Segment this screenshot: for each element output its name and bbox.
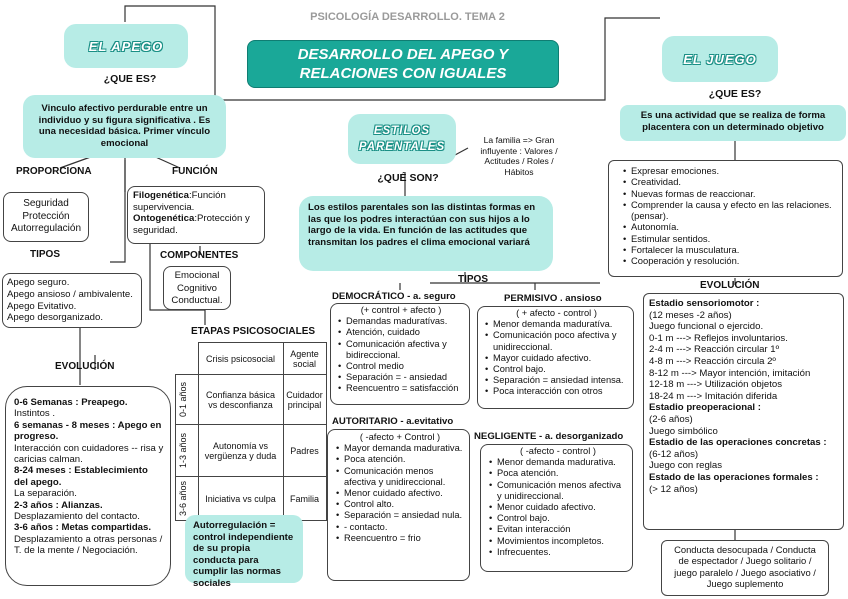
negligente-item: • Menor cuidado afectivo.	[497, 502, 628, 513]
democratico-box	[330, 303, 470, 405]
estadio-line: (6-12 años)	[649, 448, 699, 460]
evolucion-stage-text: La separación.	[14, 488, 77, 500]
etapas-table-wrap	[175, 342, 327, 521]
etapas-crisis-cell: Iniciativa vs culpa	[198, 477, 283, 521]
evolucion-stage-title: 3-6 años : Metas compartidas.	[14, 522, 152, 534]
autoritario-item: • Comunicación menos afectiva y unidireccional.	[344, 466, 465, 488]
etapas-age: 0-1 años	[178, 381, 188, 418]
proporciona-item: Seguridad	[23, 198, 69, 209]
filogenetica-term: Filogenética	[133, 190, 189, 201]
autoritario-title: AUTORITARIO - a.evitativo	[332, 416, 454, 427]
permisivo-title: PERMISIVO . ansioso	[504, 293, 602, 304]
page-title: PSICOLOGÍA DESARROLLO. TEMA 2	[310, 11, 505, 23]
permisivo-item: • Menor demanda maduratíva.	[493, 319, 629, 330]
ontogenetica-text: :Protección y seguridad.	[133, 213, 250, 236]
evolucion-apego-box	[5, 386, 171, 586]
negligente-item: • Comunicación menos afectiva y unidireccional.	[497, 480, 628, 502]
juego-funcion-item: • Cooperación y resolución.	[631, 255, 838, 266]
estadio-line: 4-8 m ---> Reacción circula 2º	[649, 355, 776, 367]
negligente-item: • Infrecuentes.	[497, 547, 628, 558]
conducta-box: Conducta desocupada / Conducta de espectador / Juego solitario / juego paralelo / Juego asociativo / Juego suplemento	[661, 540, 829, 596]
etapas-agent-cell: Familia	[283, 477, 326, 521]
etapas-label: ETAPAS PSICOSOCIALES	[191, 326, 316, 337]
permisivo-item: • Separación = ansiedad intensa.	[493, 375, 629, 386]
etapas-age: 3-6 años	[178, 480, 188, 517]
evolucion-stage-text: Desplazamiento a otras personas / T. de la mente / Negociación.	[14, 533, 163, 557]
autoritario-item: • Reencuentro = frio	[344, 533, 465, 544]
juego-header: EL JUEGO	[662, 36, 778, 82]
autoritario-item: • - contacto.	[344, 522, 465, 533]
autorregulacion-box: Autorregulación = control independiente de su propia conducta para cumplir las normas sociales	[185, 515, 303, 583]
etapas-age-cell	[176, 375, 199, 425]
estadio-line: (2-6 años)	[649, 413, 693, 425]
componentes-label: COMPONENTES	[160, 250, 239, 261]
proporciona-item: Protección	[22, 210, 70, 222]
estilos-header: ESTILOS PARENTALES	[348, 114, 456, 164]
estadio-line: 12-18 m ---> Utilización objetos	[649, 379, 783, 391]
componentes-box	[163, 266, 231, 310]
estadio-title: Estado de las operaciones formales :	[649, 471, 819, 483]
tipo-apego-item: Apego desorganizado.	[7, 312, 104, 324]
autoritario-item: • Poca atención.	[344, 454, 465, 465]
etapas-table	[175, 342, 327, 521]
democratico-item: • Demandas maduratívas.	[346, 316, 465, 327]
permisivo-item: • Control bajo.	[493, 364, 629, 375]
evolucion-stage-title: 0-6 Semanas : Preapego.	[14, 397, 128, 408]
evolucion-stage-title: 6 semanas - 8 meses : Apego en progreso.	[14, 419, 162, 443]
negligente-item: • Menor demanda madurativa.	[497, 457, 628, 468]
permisivo-box	[477, 306, 634, 409]
permisivo-item: • Poca interacción con otros	[493, 386, 629, 397]
juego-funcion-item: • Fortalecer la musculatura.	[631, 244, 838, 255]
democratico-item: • Atención, cuidado	[346, 327, 465, 338]
estilos-question: ¿QUÉ SON?	[377, 172, 439, 184]
tipos-apego-box	[2, 273, 142, 328]
juego-definition: Es una actividad que se realiza de forma placentera con un determinado objetivo	[620, 105, 846, 141]
evolucion-juego-label: EVOLUCIÓN	[700, 280, 760, 291]
juego-funcion-item: • Comprender la causa y efecto en las relaciones. (pensar).	[631, 199, 838, 222]
negligente-sub: ( -afecto - control )	[520, 446, 596, 456]
autoritario-item: • Menor cuidado afectivo.	[344, 488, 465, 499]
evolucion-stage-title: 8-24 meses : Establecimiento del apego.	[14, 465, 148, 488]
apego-question: ¿QUE ES?	[103, 73, 157, 85]
evolucion-juego-box	[643, 293, 844, 530]
componente-item: Emocional	[174, 270, 220, 281]
etapas-age: 1-3 años	[178, 432, 188, 469]
funcion-label: FUNCIÓN	[172, 166, 218, 177]
estadio-line: 18-24 m ---> Imitación diferida	[649, 390, 778, 402]
etapas-age-cell	[176, 477, 199, 521]
evolucion-stage-text: Desplazamiento del contacto.	[14, 511, 140, 523]
estilos-note: La familia => Gran influyente : Valores / Actitudes / Roles / Hábitos	[480, 135, 558, 177]
componente-item: Cognitivo	[177, 282, 217, 294]
funcion-box	[127, 186, 265, 244]
negligente-box	[480, 444, 633, 572]
juego-funcion-item: • Autonomía.	[631, 221, 838, 232]
ontogenetica-term: Ontogenética	[133, 213, 195, 224]
evolucion-apego-label: EVOLUCIÓN	[55, 361, 115, 372]
democratico-title: DEMOCRÁTICO - a. seguro	[332, 291, 456, 302]
tipo-apego-item: Apego Evitativo.	[7, 300, 77, 312]
permisivo-sub: ( + afecto - control )	[516, 308, 597, 318]
estadio-line: 2-4 m ---> Reacción circular 1º	[649, 344, 780, 356]
componente-item: Conductual.	[171, 295, 223, 306]
tipos-estilos-label: TIPOS	[458, 274, 489, 285]
juego-funcion-item: • Estimular sentidos.	[631, 233, 838, 244]
etapas-crisis-cell: Confianza básica vs desconfianza	[198, 375, 283, 425]
democratico-sub: (+ control + afecto )	[360, 305, 442, 315]
negligente-item: • Control bajo.	[497, 513, 628, 524]
etapas-agent-cell: Padres	[283, 425, 326, 477]
etapas-header-cell: Crisis psicosocial	[198, 343, 283, 375]
negligente-item: • Movimientos incompletos.	[497, 536, 628, 547]
autoritario-item: • Mayor demanda madurativa.	[344, 443, 465, 454]
juego-funcion-item: • Nuevas formas de reaccionar.	[631, 188, 838, 199]
estadio-line: Juego funcional o ejercido.	[649, 321, 764, 333]
tipo-apego-item: Apego seguro.	[7, 277, 70, 288]
estilos-definition: Los estilos parentales son las distintas formas en las que los podres interactúan con sus hijos a lo largo de la vida. En función de las actitudes que transmitan los padres el clima emocional variará	[299, 196, 553, 271]
autoritario-box	[327, 429, 470, 581]
estadio-line: 8-12 m ---> Mayor intención, imitación	[649, 367, 811, 379]
negligente-item: • Poca atención.	[497, 468, 628, 479]
etapas-crisis-cell: Autonomía vs vergüenza y duda	[198, 425, 283, 477]
evolucion-stage-title: 2-3 años : Alianzas.	[14, 499, 103, 511]
estadio-line: 0-1 m ---> Reflejos involuntarios.	[649, 332, 788, 344]
democratico-item: • Comunicación afectiva y bidireccional.	[346, 339, 465, 361]
estadio-line: Juego simbólico	[649, 425, 718, 437]
autoritario-item: • Separación = ansiedad nula.	[344, 510, 465, 521]
autoritario-item: • Control alto.	[344, 499, 465, 510]
juego-funciones-box	[608, 160, 843, 277]
permisivo-item: • Comunicación poco afectiva y unidireccional.	[493, 330, 629, 352]
etapas-header-cell: Agente social	[283, 343, 326, 375]
etapas-age-cell	[176, 425, 199, 477]
estadio-title: Estadio preoperacional :	[649, 402, 761, 414]
estadio-line: (12 meses -2 años)	[649, 309, 732, 321]
main-title: DESARROLLO DEL APEGO Y RELACIONES CON IGUALES	[247, 40, 559, 88]
evolucion-stage-text: Instintos .	[14, 408, 56, 420]
etapas-agent-cell: Cuidador principal	[283, 375, 326, 425]
estadio-title: Estadio sensoriomotor :	[649, 298, 760, 309]
democratico-item: • Separación = - ansiedad	[346, 372, 465, 383]
proporciona-item: Autorregulación	[10, 223, 82, 234]
apego-header: EL APEGO	[64, 24, 188, 68]
democratico-item: • Reencuentro = satisfacción	[346, 383, 465, 394]
juego-funcion-item: • Creatividad.	[631, 176, 838, 187]
tipos-apego-label: TIPOS	[30, 249, 61, 260]
proporciona-label: PROPORCIONA	[16, 166, 92, 177]
autoritario-sub: ( -afecto + Control )	[359, 432, 441, 442]
apego-definition: Vinculo afectivo perdurable entre un individuo y su figura significativa . Es una necesidad básica. Primer vínculo emocional	[23, 95, 226, 158]
negligente-title: NEGLIGENTE - a. desorganizado	[474, 431, 624, 442]
estadio-title: Estadio de las operaciones concretas :	[649, 437, 827, 449]
proporciona-box	[3, 192, 89, 242]
juego-funcion-item: • Expresar emociones.	[631, 165, 838, 176]
negligente-item: • Evitan interacción	[497, 524, 628, 535]
estadio-line: (> 12 años)	[649, 483, 698, 495]
permisivo-item: • Mayor cuidado afectivo.	[493, 353, 629, 364]
estadio-line: Juego con reglas	[649, 460, 723, 472]
democratico-item: • Control medio	[346, 361, 465, 372]
filogenetica-text: :Función supervivencia.	[133, 190, 226, 213]
tipo-apego-item: Apego ansioso / ambivalente.	[7, 288, 133, 300]
juego-question: ¿QUE ES?	[708, 88, 762, 100]
evolucion-stage-text: Interacción con cuidadores -- risa y caricias calman.	[14, 442, 164, 466]
